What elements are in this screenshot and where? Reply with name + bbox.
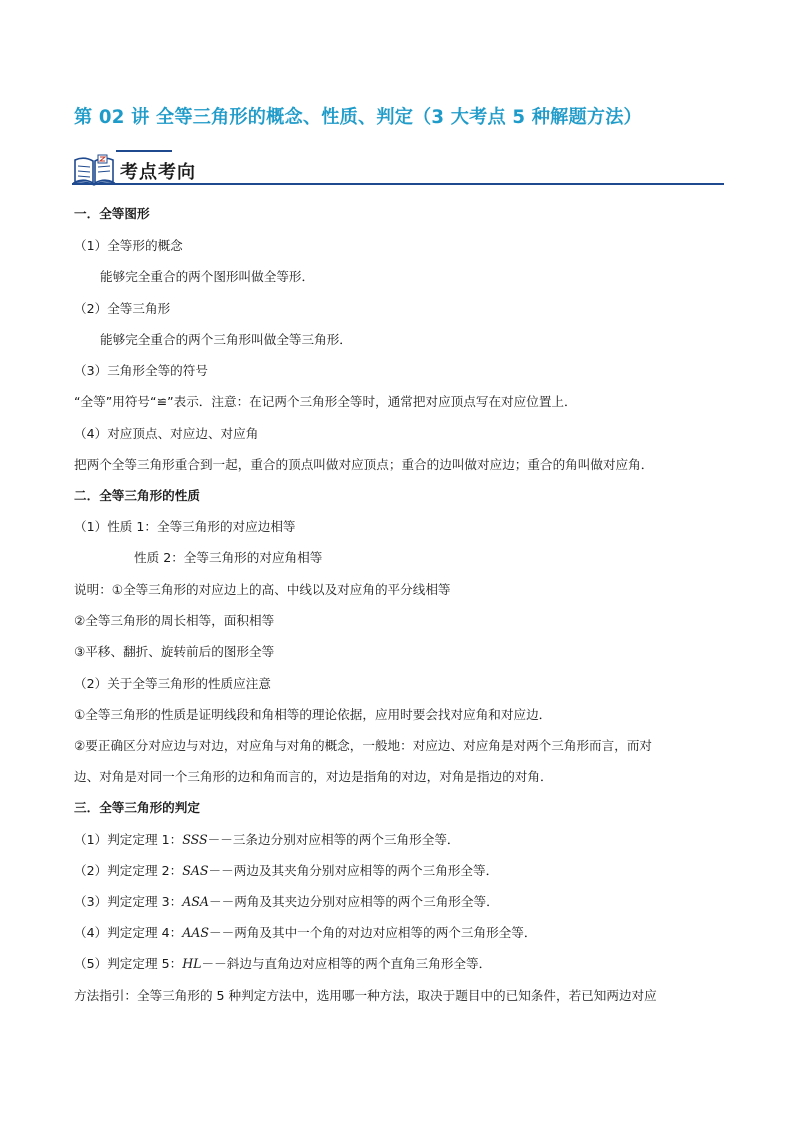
theorem-text: －－两角及其中一个角的对边对应相等的两个三角形全等． — [209, 925, 537, 940]
banner-label: 考点考向 — [120, 162, 196, 183]
section-heading-2: 二．全等三角形的性质 — [74, 488, 200, 503]
note-1: 说明：①全等三角形的对应边上的高、中线以及对应角的平分线相等 — [74, 582, 451, 597]
banner-bottom-rule — [72, 183, 724, 185]
property-note-2b: 边、对角是对同一个三角形的边和角而言的，对边是指角的对边，对角是指边的对角． — [74, 769, 553, 784]
definition-congruent-shape: 能够完全重合的两个图形叫做全等形． — [100, 269, 315, 284]
correspondence-explanation: 把两个全等三角形重合到一起，重合的顶点叫做对应顶点；重合的边叫做对应边；重合的角叫做对应角． — [74, 457, 654, 472]
property-note-2a: ②要正确区分对应边与对边，对应角与对角的概念，一般地：对应边、对应角是对两个三角形而言，而对 — [74, 738, 653, 753]
theorem-prefix: （4）判定定理 4： — [74, 925, 183, 940]
theorem-text: －－斜边与直角边对应相等的两个直角三角形全等． — [201, 956, 492, 971]
theorem-sss — [74, 832, 460, 848]
subheading-symbol: （3）三角形全等的符号 — [74, 363, 208, 378]
theorem-text: －－两角及其夹边分别对应相等的两个三角形全等． — [209, 894, 499, 909]
section-heading-1: 一．全等图形 — [74, 206, 150, 221]
theorem-sas — [74, 863, 498, 879]
symbol-note: “全等”用符号“≌”表示．注意：在记两个三角形全等时，通常把对应顶点写在对应位置上． — [74, 394, 577, 409]
note-2: ②全等三角形的周长相等，面积相等 — [74, 613, 275, 628]
theorem-abbr: HL — [182, 956, 202, 971]
theorem-prefix: （1）判定定理 1： — [74, 832, 183, 847]
section-banner — [72, 146, 724, 188]
theorem-prefix: （3）判定定理 3： — [74, 894, 183, 909]
section-heading-3: 三．全等三角形的判定 — [74, 800, 200, 815]
open-book-icon — [72, 152, 116, 186]
subheading-congruent-triangle: （2）全等三角形 — [74, 301, 171, 316]
theorem-abbr: SAS — [182, 863, 209, 878]
theorem-text: －－两边及其夹角分别对应相等的两个三角形全等． — [208, 863, 499, 878]
subheading-correspondence: （4）对应顶点、对应边、对应角 — [74, 426, 259, 441]
property-1: （1）性质 1：全等三角形的对应边相等 — [74, 519, 296, 534]
theorem-abbr: AAS — [182, 925, 210, 940]
subheading-property-notes: （2）关于全等三角形的性质应注意 — [74, 676, 271, 691]
theorem-prefix: （2）判定定理 2： — [74, 863, 183, 878]
theorem-text: －－三条边分别对应相等的两个三角形全等． — [207, 832, 460, 847]
theorem-hl — [74, 956, 491, 972]
note-3: ③平移、翻折、旋转前后的图形全等 — [74, 644, 275, 659]
theorem-prefix: （5）判定定理 5： — [74, 956, 183, 971]
method-guide: 方法指引：全等三角形的 5 种判定方法中，选用哪一种方法，取决于题目中的已知条件，若已知两边对应 — [74, 988, 657, 1003]
property-2: 性质 2：全等三角形的对应角相等 — [134, 550, 323, 565]
property-note-1: ①全等三角形的性质是证明线段和角相等的理论依据，应用时要会找对应角和对应边． — [74, 707, 552, 722]
banner-top-rule — [116, 150, 172, 152]
theorem-asa — [74, 894, 499, 910]
theorem-aas — [74, 925, 536, 941]
page-title: 第 02 讲 全等三角形的概念、性质、判定（3 大考点 5 种解题方法） — [74, 107, 642, 128]
subheading-congruent-shape: （1）全等形的概念 — [74, 238, 183, 253]
definition-congruent-triangle: 能够完全重合的两个三角形叫做全等三角形． — [100, 332, 352, 347]
theorem-abbr: ASA — [182, 894, 210, 909]
theorem-abbr: SSS — [182, 832, 208, 847]
